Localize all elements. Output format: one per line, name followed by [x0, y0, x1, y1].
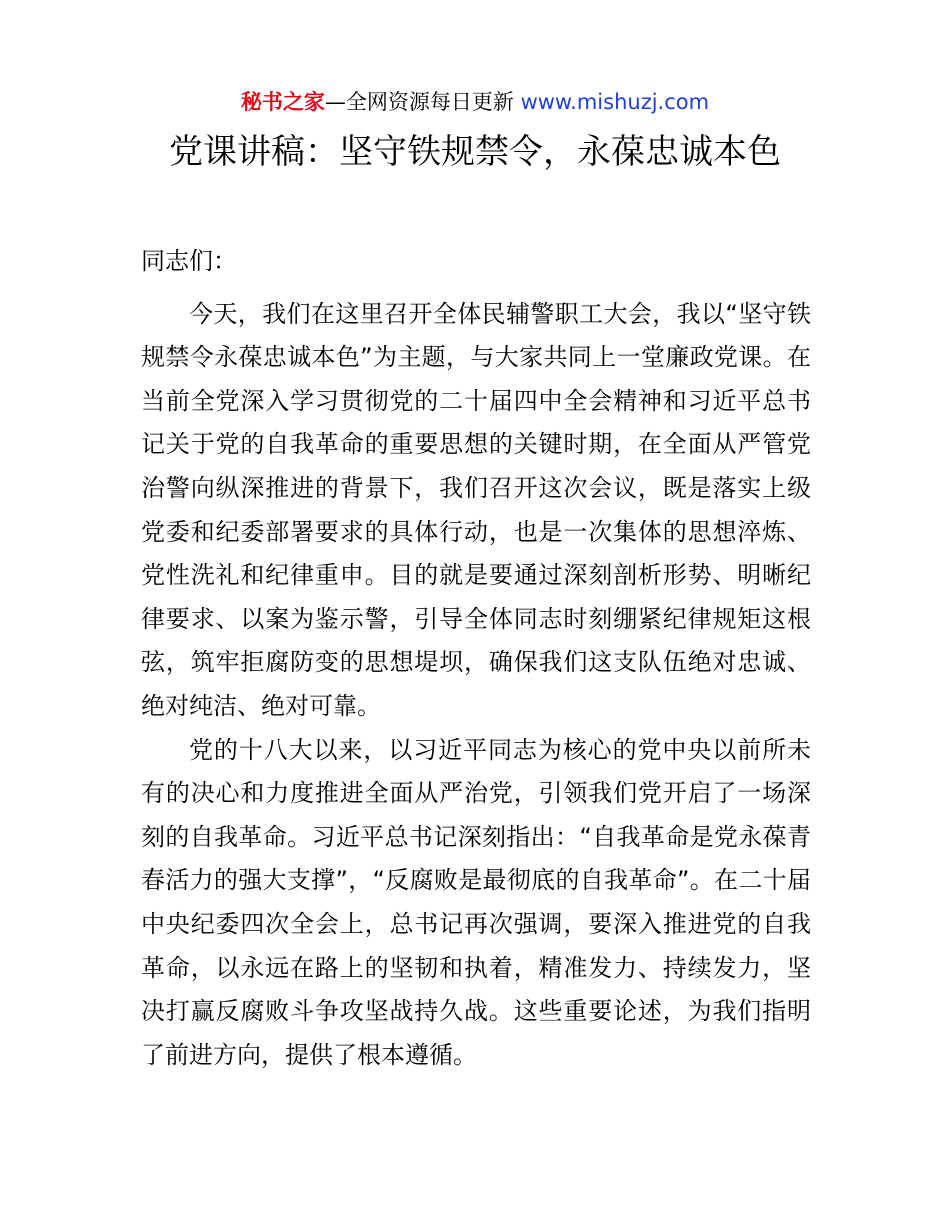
- paragraph-1: 今天，我们在这里召开全体民辅警职工大会，我以“坚守铁规禁令永葆忠诚本色”为主题，与大家共同上一堂廉政党课。在当前全党深入学习贯彻党的二十届四中全会精神和习近平总书记关于党的自我革命的重要思想的关键时期，在全面从严管党治警向纵深推进的背景下，我们召开这次会议，既是落实上级党委和纪委部署要求的具体行动，也是一次集体的思想淬炼、党性洗礼和纪律重申。目的就是要通过深刻剖析形势、明晰纪律要求、以案为鉴示警，引导全体同志时刻绷紧纪律规矩这根弦，筑牢拒腐防变的思想堤坝，确保我们这支队伍绝对忠诚、绝对纯洁、绝对可靠。: [141, 299, 811, 720]
- website-link[interactable]: www.mishuzj.com: [520, 90, 710, 114]
- site-header: [0, 88, 950, 116]
- greeting: 同志们：: [141, 247, 237, 275]
- document-title: 党课讲稿：坚守铁规禁令，永葆忠诚本色: [169, 132, 781, 172]
- header-tagline: —全网资源每日更新: [324, 90, 521, 114]
- paragraph-2: 党的十八大以来，以习近平同志为核心的党中央以前所未有的决心和力度推进全面从严治党，引领我们党开启了一场深刻的自我革命。习近平总书记深刻指出：“自我革命是党永葆青春活力的强大支撑”，“反腐败是最彻底的自我革命”。在二十届中央纪委四次全会上，总书记再次强调，要深入推进党的自我革命，以永远在路上的坚韧和执着，精准发力、持续发力，坚决打赢反腐败斗争攻坚战持久战。这些重要论述，为我们指明了前进方向，提供了根本遵循。: [141, 735, 811, 1069]
- brand-name: 秘书之家: [240, 90, 325, 114]
- document-body: [141, 240, 811, 1077]
